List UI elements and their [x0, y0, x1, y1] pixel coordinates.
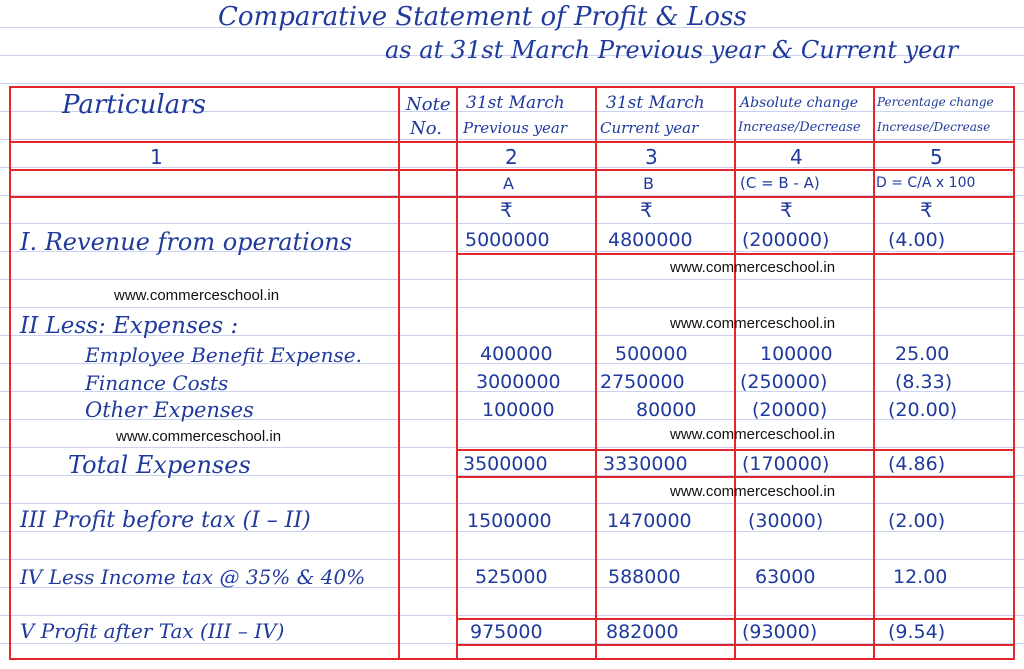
- header-prev-line2: Previous year: [463, 119, 568, 137]
- grid-vline-5: [873, 86, 875, 660]
- currency-symbol-abs: ₹: [780, 198, 793, 222]
- column-letter-b: B: [643, 174, 654, 193]
- tax-curr: 588000: [608, 566, 681, 588]
- header-curr-line1: 31st March: [606, 93, 705, 113]
- column-number-2: 2: [505, 145, 518, 169]
- grid-vline-4: [734, 86, 736, 660]
- column-number-4: 4: [790, 145, 803, 169]
- header-pct-line2: Increase/Decrease: [877, 120, 991, 134]
- grid-hline-colnums: [9, 169, 1015, 171]
- other-prev: 100000: [482, 399, 555, 421]
- grid-hline-pat-top: [456, 618, 1015, 620]
- finance-curr: 2750000: [600, 371, 685, 393]
- watermark-5: www.commerceschool.in: [670, 426, 836, 443]
- watermark-6: www.commerceschool.in: [670, 483, 836, 500]
- grid-hline-header: [9, 141, 1015, 143]
- column-number-5: 5: [930, 145, 943, 169]
- grid-vline-1: [398, 86, 400, 660]
- statement-title-line1: Comparative Statement of Profit & Loss: [218, 2, 747, 32]
- pat-curr: 882000: [606, 621, 679, 643]
- other-pct: (20.00): [888, 399, 958, 421]
- pbt-prev: 1500000: [467, 510, 552, 532]
- revenue-curr: 4800000: [608, 229, 693, 251]
- row-label-tax: IV Less Income tax @ 35% & 40%: [20, 565, 366, 589]
- row-label-pbt: III Profit before tax (I – II): [20, 508, 311, 533]
- currency-symbol-prev: ₹: [500, 198, 513, 222]
- tax-abs: 63000: [755, 566, 816, 588]
- header-note-line1: Note: [406, 94, 451, 115]
- grid-hline-total-bottom: [456, 476, 1015, 478]
- revenue-pct: (4.00): [888, 229, 946, 251]
- header-prev-line1: 31st March: [466, 93, 565, 113]
- finance-prev: 3000000: [476, 371, 561, 393]
- grid-vline-2: [456, 86, 458, 660]
- pat-prev: 975000: [470, 621, 543, 643]
- finance-abs: (250000): [740, 371, 828, 393]
- header-note-line2: No.: [410, 118, 442, 139]
- statement-title-line2: as at 31st March Previous year & Current year: [385, 36, 959, 64]
- employee-curr: 500000: [615, 343, 688, 365]
- employee-abs: 100000: [760, 343, 833, 365]
- row-label-pat: V Profit after Tax (III – IV): [20, 619, 285, 643]
- row-label-other: Other Expenses: [85, 398, 254, 422]
- grid-hline-pat-bottom: [456, 644, 1015, 646]
- total-abs: (170000): [742, 453, 830, 475]
- column-letter-a: A: [503, 174, 514, 193]
- row-label-total: Total Expenses: [68, 451, 251, 479]
- currency-symbol-pct: ₹: [920, 198, 933, 222]
- row-label-revenue: I. Revenue from operations: [20, 228, 353, 256]
- header-abs-line2: Increase/Decrease: [738, 120, 861, 135]
- row-label-finance: Finance Costs: [85, 371, 229, 395]
- header-particulars: Particulars: [62, 90, 206, 120]
- grid-vline-3: [595, 86, 597, 660]
- employee-prev: 400000: [480, 343, 553, 365]
- column-number-1: 1: [150, 145, 163, 169]
- pbt-pct: (2.00): [888, 510, 946, 532]
- total-pct: (4.86): [888, 453, 946, 475]
- column-letter-c: (C = B - A): [740, 174, 820, 192]
- pat-pct: (9.54): [888, 621, 946, 643]
- tax-prev: 525000: [475, 566, 548, 588]
- column-letter-d: D = C/A x 100: [876, 175, 976, 191]
- total-prev: 3500000: [463, 453, 548, 475]
- tax-pct: 12.00: [893, 566, 948, 588]
- watermark-3: www.commerceschool.in: [670, 315, 836, 332]
- revenue-abs: (200000): [742, 229, 830, 251]
- watermark-4: www.commerceschool.in: [116, 428, 282, 445]
- header-abs-line1: Absolute change: [740, 95, 859, 111]
- revenue-prev: 5000000: [465, 229, 550, 251]
- employee-pct: 25.00: [895, 343, 950, 365]
- pbt-curr: 1470000: [607, 510, 692, 532]
- pat-abs: (93000): [742, 621, 818, 643]
- other-curr: 80000: [636, 399, 697, 421]
- total-curr: 3330000: [603, 453, 688, 475]
- grid-hline-total-top: [456, 449, 1015, 451]
- watermark-1: www.commerceschool.in: [670, 259, 836, 276]
- row-label-employee: Employee Benefit Expense.: [85, 343, 362, 367]
- header-curr-line2: Current year: [600, 119, 699, 137]
- currency-symbol-curr: ₹: [640, 198, 653, 222]
- column-number-3: 3: [645, 145, 658, 169]
- other-abs: (20000): [752, 399, 828, 421]
- row-label-less-expenses: II Less: Expenses :: [20, 313, 239, 339]
- finance-pct: (8.33): [895, 371, 953, 393]
- header-pct-line1: Percentage change: [877, 95, 994, 109]
- watermark-2: www.commerceschool.in: [114, 287, 280, 304]
- grid-hline-revenue: [456, 253, 1015, 255]
- pbt-abs: (30000): [748, 510, 824, 532]
